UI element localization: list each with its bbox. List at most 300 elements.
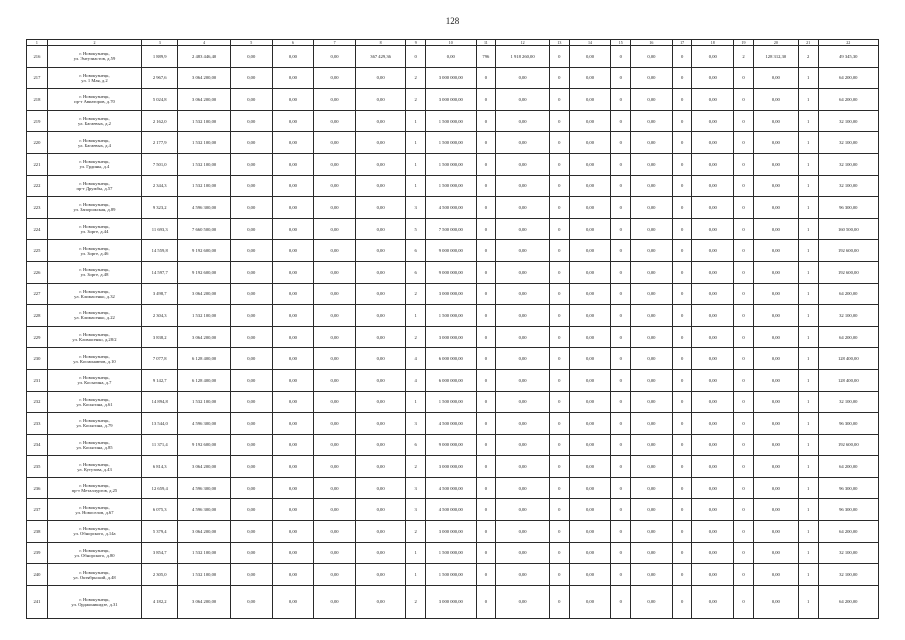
value-cell: 0 — [611, 477, 631, 499]
value-cell: 3 000 000,00 — [426, 456, 476, 478]
value-cell: 0 — [611, 391, 631, 413]
value-cell: 0,00 — [569, 67, 611, 89]
column-number-cell: 4 — [178, 40, 231, 46]
value-cell: 0,00 — [496, 67, 550, 89]
value-cell: 0,00 — [692, 585, 734, 618]
value-cell: 0,00 — [569, 110, 611, 132]
value-cell: 0,00 — [314, 218, 356, 240]
value-cell: 0,00 — [272, 197, 314, 219]
value-cell: 0,00 — [355, 175, 405, 197]
value-cell: 0 — [672, 218, 692, 240]
value-cell: 1 532 100,00 — [178, 175, 231, 197]
value-cell: 0,00 — [314, 153, 356, 175]
value-cell: 0,00 — [692, 369, 734, 391]
value-cell: 0 — [549, 89, 569, 111]
value-cell: 0,00 — [355, 391, 405, 413]
value-cell: 0 — [734, 499, 754, 521]
value-cell: 1 500 000,00 — [426, 542, 476, 564]
value-cell: 0,00 — [314, 499, 356, 521]
address-street: ул. Грдины, д.4 — [79, 164, 110, 170]
table-row — [27, 499, 879, 521]
value-cell: 64 200,00 — [818, 283, 878, 305]
address-city: г. Новокузнецк, — [79, 396, 110, 402]
value-cell: 3 498,7 — [142, 283, 178, 305]
value-cell: 0 — [611, 153, 631, 175]
value-cell: 64 200,00 — [818, 456, 878, 478]
value-cell: 0,00 — [272, 218, 314, 240]
value-cell: 96 300,00 — [818, 413, 878, 435]
value-cell: 0,00 — [631, 110, 673, 132]
value-cell: 4 596 300,00 — [178, 197, 231, 219]
table-row — [27, 564, 879, 586]
value-cell: 0,00 — [753, 326, 798, 348]
value-cell: 0 — [549, 326, 569, 348]
value-cell: 0,00 — [631, 434, 673, 456]
table-row — [27, 369, 879, 391]
value-cell: 0,00 — [753, 413, 798, 435]
value-cell: 0 — [672, 261, 692, 283]
address-cell — [47, 197, 141, 219]
value-cell: 1 — [798, 283, 818, 305]
value-cell: 0,00 — [753, 197, 798, 219]
value-cell: 0,00 — [569, 521, 611, 543]
value-cell: 0,00 — [631, 521, 673, 543]
value-cell: 0,00 — [692, 175, 734, 197]
value-cell: 0 — [611, 305, 631, 327]
value-cell: 0 — [611, 67, 631, 89]
value-cell: 1 — [798, 110, 818, 132]
value-cell: 0,00 — [272, 542, 314, 564]
value-cell: 0,00 — [631, 305, 673, 327]
value-cell: 0,00 — [314, 175, 356, 197]
table-row — [27, 110, 879, 132]
value-cell: 1 500 000,00 — [426, 564, 476, 586]
value-cell: 3 064 200,00 — [178, 89, 231, 111]
value-cell: 128 400,00 — [818, 348, 878, 370]
value-cell: 3 — [406, 499, 426, 521]
value-cell: 0,00 — [496, 175, 550, 197]
value-cell: 0,00 — [692, 521, 734, 543]
value-cell: 0,00 — [631, 564, 673, 586]
value-cell: 0 — [672, 153, 692, 175]
value-cell: 6 075,3 — [142, 499, 178, 521]
value-cell: 0 — [476, 585, 496, 618]
value-cell: 0,00 — [355, 218, 405, 240]
value-cell: 0,00 — [692, 499, 734, 521]
value-cell: 3 — [406, 477, 426, 499]
value-cell: 0,00 — [230, 110, 272, 132]
value-cell: 0,00 — [272, 585, 314, 618]
value-cell: 0,00 — [230, 348, 272, 370]
value-cell: 0,00 — [753, 110, 798, 132]
value-cell: 6 128 400,00 — [178, 348, 231, 370]
row-number: 228 — [27, 305, 48, 327]
address-city: г. Новокузнецк, — [79, 310, 110, 316]
value-cell: 0,00 — [272, 175, 314, 197]
value-cell: 0,00 — [692, 46, 734, 68]
value-cell: 0,00 — [631, 132, 673, 154]
value-cell: 14 559,8 — [142, 240, 178, 262]
value-cell: 0,00 — [272, 521, 314, 543]
address-cell — [47, 261, 141, 283]
value-cell: 0,00 — [496, 283, 550, 305]
value-cell: 1 — [406, 110, 426, 132]
value-cell: 0 — [672, 348, 692, 370]
value-cell: 0 — [734, 521, 754, 543]
value-cell: 0,00 — [631, 283, 673, 305]
value-cell: 64 200,00 — [818, 585, 878, 618]
row-number: 220 — [27, 132, 48, 154]
value-cell: 0,00 — [496, 305, 550, 327]
value-cell: 0 — [611, 240, 631, 262]
value-cell: 14 894,8 — [142, 391, 178, 413]
page-number: 128 — [445, 16, 460, 26]
value-cell: 0 — [734, 585, 754, 618]
column-number-cell: 17 — [672, 40, 692, 46]
column-number-cell: 21 — [798, 40, 818, 46]
address-city: г. Новокузнецк, — [79, 159, 110, 165]
value-cell: 2 304,3 — [142, 305, 178, 327]
value-cell: 0 — [611, 175, 631, 197]
value-cell: 0,00 — [314, 413, 356, 435]
value-cell: 192 600,00 — [818, 261, 878, 283]
value-cell: 1 500 000,00 — [426, 305, 476, 327]
address-city: г. Новокузнецк, — [79, 596, 110, 602]
value-cell: 0,00 — [753, 261, 798, 283]
address-street: ул. Багаевых, д.4 — [77, 142, 111, 148]
value-cell: 0,00 — [569, 218, 611, 240]
value-cell: 0,00 — [569, 326, 611, 348]
value-cell: 0 — [734, 542, 754, 564]
value-cell: 1 532 100,00 — [178, 110, 231, 132]
row-number: 231 — [27, 369, 48, 391]
value-cell: 32 100,00 — [818, 175, 878, 197]
value-cell: 4 182,2 — [142, 585, 178, 618]
address-street: ул. Косыгина, д.7 — [77, 380, 112, 386]
value-cell: 0 — [672, 477, 692, 499]
value-cell: 0 — [549, 305, 569, 327]
value-cell: 0,00 — [631, 391, 673, 413]
value-cell: 0 — [476, 477, 496, 499]
value-cell: 4 — [406, 369, 426, 391]
value-cell: 1 — [798, 434, 818, 456]
address-street: ул. Космонавтов, д.10 — [73, 358, 116, 364]
value-cell: 32 100,00 — [818, 564, 878, 586]
value-cell: 0,00 — [230, 585, 272, 618]
value-cell: 3 — [406, 197, 426, 219]
value-cell: 0 — [672, 132, 692, 154]
value-cell: 6 814,3 — [142, 456, 178, 478]
value-cell: 0,00 — [272, 110, 314, 132]
address-cell — [47, 585, 141, 618]
value-cell: 0,00 — [230, 521, 272, 543]
value-cell: 2 344,3 — [142, 175, 178, 197]
address-street: ул. Косыгина, д.61 — [76, 401, 113, 407]
value-cell: 0 — [734, 261, 754, 283]
value-cell: 0,00 — [569, 175, 611, 197]
value-cell: 4 596 300,00 — [178, 413, 231, 435]
value-cell: 0 — [549, 456, 569, 478]
value-cell: 0,00 — [314, 477, 356, 499]
value-cell: 0 — [476, 456, 496, 478]
value-cell: 1 — [798, 326, 818, 348]
value-cell: 1 500 000,00 — [426, 391, 476, 413]
value-cell: 0 — [476, 305, 496, 327]
value-cell: 0,00 — [314, 132, 356, 154]
table-row — [27, 46, 879, 68]
address-cell — [47, 110, 141, 132]
value-cell: 1 — [798, 240, 818, 262]
column-number-cell: 6 — [272, 40, 314, 46]
value-cell: 0,00 — [569, 564, 611, 586]
value-cell: 0,00 — [569, 348, 611, 370]
value-cell: 1 — [406, 175, 426, 197]
address-city: г. Новокузнецк, — [79, 137, 110, 143]
value-cell: 0 — [549, 153, 569, 175]
table-row — [27, 477, 879, 499]
value-cell: 0,00 — [496, 477, 550, 499]
address-cell — [47, 132, 141, 154]
row-number: 238 — [27, 521, 48, 543]
value-cell: 0,00 — [692, 132, 734, 154]
address-city: г. Новокузнецк, — [79, 353, 110, 359]
table-row — [27, 413, 879, 435]
value-cell: 0,00 — [496, 521, 550, 543]
value-cell: 0 — [611, 110, 631, 132]
value-cell: 0,00 — [631, 413, 673, 435]
value-cell: 0 — [672, 175, 692, 197]
value-cell: 0,00 — [314, 110, 356, 132]
column-number-cell: 22 — [818, 40, 878, 46]
value-cell: 3 000 000,00 — [426, 585, 476, 618]
value-cell: 0,00 — [753, 67, 798, 89]
value-cell: 0,00 — [272, 564, 314, 586]
value-cell: 128 400,00 — [818, 369, 878, 391]
value-cell: 0,00 — [753, 153, 798, 175]
value-cell: 0 — [611, 564, 631, 586]
value-cell: 0,00 — [272, 499, 314, 521]
value-cell: 64 200,00 — [818, 521, 878, 543]
value-cell: 0,00 — [230, 283, 272, 305]
value-cell: 0 — [672, 197, 692, 219]
address-city: г. Новокузнецк, — [79, 547, 110, 553]
address-city: г. Новокузнецк, — [79, 418, 110, 424]
address-city: г. Новокузнецк, — [79, 461, 110, 467]
value-cell: 0,00 — [496, 89, 550, 111]
value-cell: 1 — [406, 132, 426, 154]
value-cell: 0 — [734, 434, 754, 456]
value-cell: 2 967,6 — [142, 67, 178, 89]
table-row — [27, 197, 879, 219]
value-cell: 0 — [476, 369, 496, 391]
address-city: г. Новокузнецк, — [79, 224, 110, 230]
address-cell — [47, 175, 141, 197]
value-cell: 0 — [611, 348, 631, 370]
value-cell: 6 000 000,00 — [426, 348, 476, 370]
value-cell: 0,00 — [230, 369, 272, 391]
value-cell: 0,00 — [355, 521, 405, 543]
value-cell: 0 — [549, 542, 569, 564]
column-number-cell: 20 — [753, 40, 798, 46]
value-cell: 0,00 — [355, 153, 405, 175]
value-cell: 0,00 — [692, 542, 734, 564]
value-cell: 0,00 — [496, 369, 550, 391]
address-city: г. Новокузнецк, — [79, 180, 110, 186]
value-cell: 96 300,00 — [818, 499, 878, 521]
value-cell: 0,00 — [569, 542, 611, 564]
row-number: 234 — [27, 434, 48, 456]
value-cell: 0 — [476, 261, 496, 283]
value-cell: 0 — [611, 456, 631, 478]
value-cell: 0,00 — [272, 46, 314, 68]
value-cell: 2 — [406, 456, 426, 478]
value-cell: 3 854,7 — [142, 542, 178, 564]
value-cell: 32 100,00 — [818, 153, 878, 175]
value-cell: 1 — [406, 542, 426, 564]
value-cell: 0 — [734, 326, 754, 348]
value-cell: 0 — [611, 413, 631, 435]
column-number-cell: 10 — [426, 40, 476, 46]
column-number-cell: 8 — [355, 40, 405, 46]
value-cell: 0,00 — [272, 326, 314, 348]
value-cell: 0,00 — [272, 283, 314, 305]
value-cell: 5 379,4 — [142, 521, 178, 543]
value-cell: 0 — [476, 564, 496, 586]
value-cell: 192 600,00 — [818, 240, 878, 262]
value-cell: 2 — [406, 283, 426, 305]
value-cell: 6 — [406, 434, 426, 456]
value-cell: 0 — [672, 413, 692, 435]
table-row — [27, 175, 879, 197]
value-cell: 0,00 — [496, 391, 550, 413]
value-cell: 0 — [549, 348, 569, 370]
value-cell: 0 — [734, 153, 754, 175]
value-cell: 0,00 — [355, 132, 405, 154]
value-cell: 0,00 — [631, 456, 673, 478]
value-cell: 128 312,30 — [753, 46, 798, 68]
address-street: ул. Новоселов, д.67 — [75, 509, 114, 515]
value-cell: 0,00 — [314, 348, 356, 370]
value-cell: 12 659,4 — [142, 477, 178, 499]
table-row — [27, 67, 879, 89]
value-cell: 0,00 — [355, 499, 405, 521]
value-cell: 0,00 — [631, 585, 673, 618]
value-cell: 0,00 — [272, 348, 314, 370]
row-number: 230 — [27, 348, 48, 370]
value-cell: 0,00 — [272, 89, 314, 111]
value-cell: 6 128 400,00 — [178, 369, 231, 391]
value-cell: 2 — [406, 89, 426, 111]
value-cell: 0 — [549, 585, 569, 618]
column-number-cell: 16 — [631, 40, 673, 46]
address-cell — [47, 89, 141, 111]
value-cell: 0,00 — [496, 326, 550, 348]
value-cell: 0,00 — [569, 413, 611, 435]
value-cell: 0 — [611, 542, 631, 564]
value-cell: 0,00 — [230, 391, 272, 413]
value-cell: 0 — [549, 499, 569, 521]
value-cell: 0,00 — [355, 369, 405, 391]
value-cell: 64 200,00 — [818, 67, 878, 89]
value-cell: 0 — [476, 110, 496, 132]
address-city: г. Новокузнецк, — [79, 483, 110, 489]
address-cell — [47, 434, 141, 456]
value-cell: 0,00 — [355, 477, 405, 499]
row-number: 221 — [27, 153, 48, 175]
value-cell: 0 — [549, 261, 569, 283]
value-cell: 2 162,0 — [142, 110, 178, 132]
value-cell: 0,00 — [314, 542, 356, 564]
value-cell: 0 — [734, 456, 754, 478]
value-cell: 0,00 — [230, 175, 272, 197]
address-cell — [47, 326, 141, 348]
value-cell: 0 — [734, 283, 754, 305]
address-street: ул. Зорге, д.48 — [80, 272, 109, 278]
value-cell: 32 100,00 — [818, 542, 878, 564]
value-cell: 0 — [549, 218, 569, 240]
value-cell: 0,00 — [314, 89, 356, 111]
value-cell: 4 500 000,00 — [426, 197, 476, 219]
row-number: 222 — [27, 175, 48, 197]
value-cell: 0,00 — [355, 305, 405, 327]
value-cell: 0,00 — [314, 521, 356, 543]
table-row — [27, 456, 879, 478]
value-cell: 0,00 — [314, 240, 356, 262]
value-cell: 0,00 — [230, 499, 272, 521]
row-number: 233 — [27, 413, 48, 435]
value-cell: 0,00 — [355, 326, 405, 348]
row-number: 226 — [27, 261, 48, 283]
address-city: г. Новокузнецк, — [79, 202, 110, 208]
value-cell: 0 — [476, 326, 496, 348]
row-number: 232 — [27, 391, 48, 413]
value-cell: 0,00 — [569, 46, 611, 68]
value-cell: 0,00 — [314, 46, 356, 68]
address-street: ул. Косыгина, д.85 — [76, 444, 113, 450]
address-street: ул. Обнорского, д.80 — [74, 552, 115, 558]
value-cell: 0 — [611, 132, 631, 154]
value-cell: 0,00 — [230, 542, 272, 564]
value-cell: 49 345,30 — [818, 46, 878, 68]
row-number: 237 — [27, 499, 48, 521]
value-cell: 0 — [672, 499, 692, 521]
address-city: г. Новокузнецк, — [79, 267, 110, 273]
address-city: г. Новокузнецк, — [79, 526, 110, 532]
value-cell: 9 000 000,00 — [426, 261, 476, 283]
value-cell: 0,00 — [496, 132, 550, 154]
value-cell: 0 — [549, 413, 569, 435]
value-cell: 1 — [406, 391, 426, 413]
value-cell: 0,00 — [569, 434, 611, 456]
value-cell: 0,00 — [314, 326, 356, 348]
value-cell: 0,00 — [230, 564, 272, 586]
value-cell: 0 — [549, 46, 569, 68]
value-cell: 3 000 000,00 — [426, 283, 476, 305]
value-cell: 0 — [734, 413, 754, 435]
value-cell: 0,00 — [355, 240, 405, 262]
address-cell — [47, 521, 141, 543]
column-number-cell: 18 — [692, 40, 734, 46]
address-city: г. Новокузнецк, — [79, 439, 110, 445]
value-cell: 0,00 — [496, 499, 550, 521]
value-cell: 0,00 — [230, 413, 272, 435]
value-cell: 1 — [798, 413, 818, 435]
value-cell: 0 — [549, 477, 569, 499]
table-row — [27, 283, 879, 305]
value-cell: 0,00 — [496, 110, 550, 132]
value-cell: 0,00 — [569, 197, 611, 219]
value-cell: 1 — [798, 477, 818, 499]
